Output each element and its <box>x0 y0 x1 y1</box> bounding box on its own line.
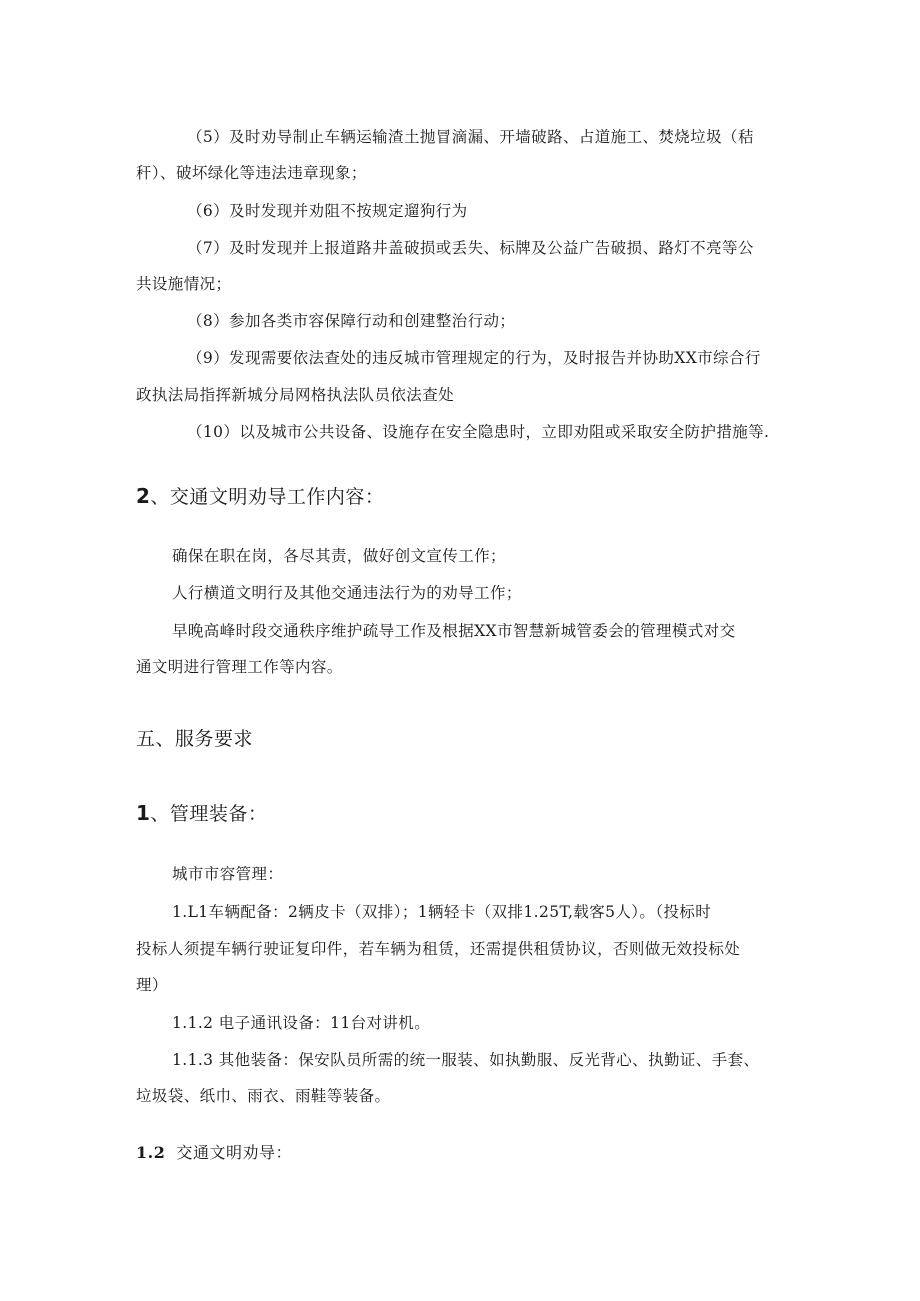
heading-traffic-content <box>136 486 384 507</box>
para-7-line-2: 共设施情况； <box>136 275 232 293</box>
traffic-para-2: 人行横道文明行及其他交通违法行为的劝导工作； <box>172 584 522 602</box>
para-10: （10）以及城市公共设备、设施存在安全隐患时，立即劝阻或采取安全防护措施等. <box>187 423 770 441</box>
para-7-line-1: （7）及时发现并上报道路井盖破损或丢失、标牌及公益广告破损、路灯不亮等公 <box>187 239 754 257</box>
para-5-line-2: 秆）、破坏绿化等违法违章现象； <box>136 164 367 182</box>
item-113-line-1: 1.1.3 其他装备：保安队员所需的统一服装、如执勤服、反光背心、执勤证、手套、 <box>172 1051 760 1069</box>
heading-number: 2 <box>136 484 151 508</box>
para-9-line-2: 政执法局指挥新城分局网格执法队员依法查处 <box>136 386 455 404</box>
heading-text: 、交通文明劝导工作内容： <box>150 486 385 508</box>
traffic-para-1: 确保在职在岗，各尽其责，做好创文宣传工作； <box>172 547 506 565</box>
heading-traffic-persuasion <box>136 1143 292 1163</box>
item-111-line-2: 投标人须提车辆行驶证复印件，若车辆为租赁，还需提供租赁协议，否则做无效投标处 <box>136 940 741 958</box>
para-6: （6）及时发现并劝阻不按规定遛狗行为 <box>187 202 468 220</box>
traffic-para-3-line-1: 早晚高峰时段交通秩序维护疏导工作及根据XX市智慧新城管委会的管理模式对交 <box>172 622 736 640</box>
item-113-line-2: 垃圾袋、纸巾、雨衣、雨鞋等装备。 <box>136 1087 391 1105</box>
heading-text: 交通文明劝导： <box>176 1143 293 1162</box>
section-title-service-requirements: 五、服务要求 <box>136 728 254 750</box>
para-9-line-1: （9）发现需要依法查处的违反城市管理规定的行为，及时报告并协助XX市综合行 <box>187 349 761 367</box>
heading-management-equipment <box>136 803 267 824</box>
para-8: （8）参加各类市容保障行动和创建整治行动； <box>187 312 516 330</box>
item-111-line-1: 1.L1车辆配备：2辆皮卡（双排）；1辆轻卡（双排1.25T,载客5人）。（投标时 <box>172 903 712 921</box>
item-112: 1.1.2 电子通讯设备：11台对讲机。 <box>172 1014 431 1032</box>
traffic-para-3-line-2: 通文明进行管理工作等内容。 <box>136 658 343 676</box>
city-label: 城市市容管理： <box>172 865 284 883</box>
heading-number: 1 <box>136 801 151 825</box>
heading-text: 、管理装备： <box>150 803 268 825</box>
heading-number: 1.2 <box>136 1143 166 1162</box>
para-5-line-1: （5）及时劝导制止车辆运输渣土抛冒滴漏、开墙破路、占道施工、焚烧垃圾（秸 <box>187 128 754 146</box>
item-111-line-3: 理） <box>136 976 168 994</box>
